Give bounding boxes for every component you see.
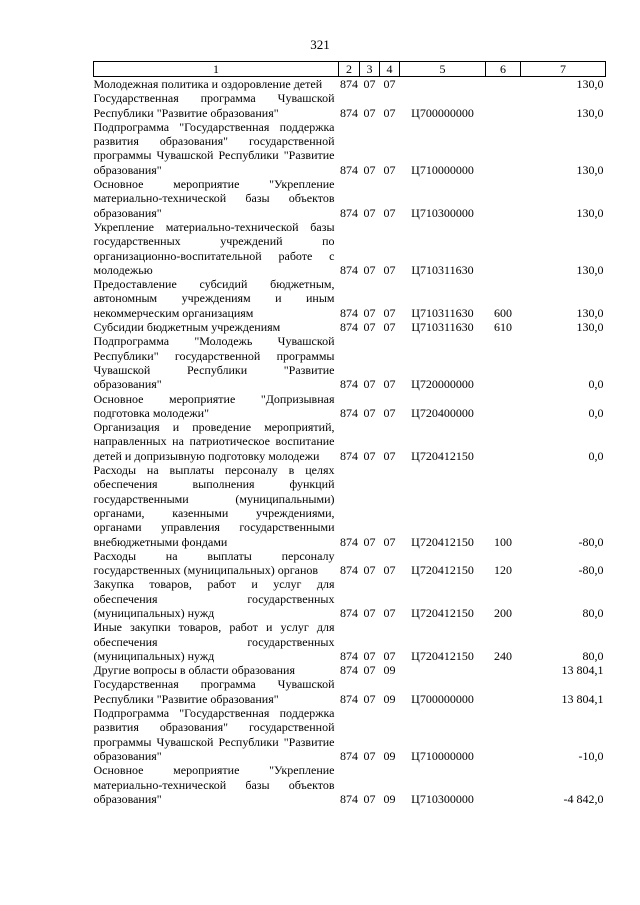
cell-ministry-code: 874	[340, 791, 358, 806]
cell-expense-type	[486, 77, 521, 92]
cell-amount: -4 842,0	[563, 791, 604, 806]
table-row	[94, 663, 606, 677]
cell-name: Подпрограмма "Государственная поддержка развития образования" государственной программы Чувашской Республики "Развитие образования"	[93, 706, 335, 763]
cell-section: 07	[363, 320, 376, 335]
table-body	[94, 77, 606, 807]
table-row	[94, 177, 606, 220]
cell-amount: 130,0	[576, 205, 604, 220]
table-row	[94, 677, 606, 706]
cell-subsection: 07	[383, 105, 396, 120]
cell-name: Подпрограмма "Молодежь Чувашской Республики" государственной программы Чувашской Республики "Развитие образования"	[93, 334, 335, 392]
cell-name: Подпрограмма "Государственная поддержка развития образования" государственной программы Чувашской Республики "Развитие образования"	[93, 119, 335, 177]
cell-subsection: 07	[383, 262, 396, 277]
table-row	[94, 706, 606, 763]
table-row	[94, 91, 606, 120]
cell-ministry-code: 874	[340, 320, 358, 335]
cell-target-article: Ц720412150	[411, 605, 474, 620]
column-header-7: 7	[521, 62, 606, 77]
cell-expense-type	[486, 220, 521, 277]
cell-subsection: 09	[383, 663, 396, 678]
cell-section: 07	[363, 77, 376, 91]
cell-expense-type: 600	[494, 305, 512, 320]
cell-amount: 130,0	[576, 105, 604, 120]
page-number: 321	[310, 37, 330, 52]
cell-name: Расходы на выплаты персоналу в целях обеспечения выполнения функций государственными (муниципальными) органами, казенными учреждениями, органами управления государственными внебюджетными фондами	[93, 463, 335, 549]
table-row	[94, 120, 606, 177]
table-row	[94, 334, 606, 391]
column-header-2: 2	[339, 62, 360, 77]
table-header-row	[94, 62, 606, 77]
cell-ministry-code: 874	[340, 448, 358, 463]
cell-expense-type: 100	[494, 534, 512, 549]
cell-target-article: Ц710311630	[411, 320, 474, 335]
cell-amount: -80,0	[578, 563, 604, 578]
cell-section: 07	[363, 448, 376, 463]
cell-amount: 130,0	[576, 162, 604, 177]
cell-section: 07	[363, 563, 376, 578]
table-row	[94, 463, 606, 549]
cell-section: 07	[363, 205, 376, 220]
cell-subsection: 07	[383, 405, 396, 420]
cell-name: Расходы на выплаты персоналу государственных (муниципальных) органов	[93, 548, 335, 578]
column-header-3: 3	[360, 62, 380, 77]
cell-target-article: Ц720000000	[411, 377, 474, 392]
cell-ministry-code: 874	[340, 534, 358, 549]
cell-subsection: 07	[383, 320, 396, 335]
cell-subsection: 07	[383, 77, 396, 91]
cell-section: 07	[363, 377, 376, 392]
cell-ministry-code: 874	[340, 105, 358, 120]
cell-expense-type: 240	[494, 648, 512, 663]
cell-name: Молодежная политика и оздоровление детей	[93, 77, 323, 91]
cell-amount: 130,0	[576, 262, 604, 277]
cell-target-article: Ц720412150	[411, 448, 474, 463]
cell-expense-type	[486, 392, 521, 421]
cell-target-article: Ц720400000	[411, 405, 474, 420]
cell-target-article	[400, 77, 486, 92]
cell-ministry-code: 874	[340, 405, 358, 420]
cell-section: 07	[363, 791, 376, 806]
table-row	[94, 277, 606, 320]
cell-name: Иные закупки товаров, работ и услуг для обеспечения государственных (муниципальных) нужд	[93, 620, 335, 663]
budget-table	[93, 61, 606, 806]
cell-ministry-code: 874	[340, 205, 358, 220]
cell-name: Укрепление материально-технической базы государственных учреждений по организационно-воспитательной работе с молодежью	[93, 219, 335, 277]
cell-ministry-code: 874	[340, 691, 358, 706]
cell-ministry-code: 874	[340, 77, 358, 91]
cell-subsection: 07	[383, 305, 396, 320]
cell-name: Государственная программа Чувашской Республики "Развитие образования"	[93, 91, 335, 120]
cell-target-article: Ц710311630	[411, 305, 474, 320]
cell-expense-type: 200	[494, 605, 512, 620]
cell-ministry-code: 874	[340, 748, 358, 763]
cell-ministry-code: 874	[340, 663, 358, 678]
cell-subsection: 07	[383, 563, 396, 578]
cell-name: Основное мероприятие "Укрепление материально-технической базы объектов образования"	[93, 763, 335, 806]
cell-section: 07	[363, 663, 376, 678]
cell-ministry-code: 874	[340, 648, 358, 663]
cell-ministry-code: 874	[340, 162, 358, 177]
table-row	[94, 320, 606, 334]
cell-target-article: Ц700000000	[411, 105, 474, 120]
cell-amount: 130,0	[576, 77, 604, 91]
cell-expense-type	[486, 763, 521, 806]
cell-subsection: 07	[383, 648, 396, 663]
cell-target-article: Ц720412150	[411, 648, 474, 663]
cell-expense-type: 120	[494, 563, 512, 578]
cell-subsection: 07	[383, 605, 396, 620]
cell-amount: 13 804,1	[561, 691, 604, 706]
cell-amount: 0,0	[588, 405, 604, 420]
cell-target-article: Ц710300000	[411, 205, 474, 220]
cell-amount: 0,0	[588, 448, 604, 463]
cell-target-article: Ц710300000	[411, 791, 474, 806]
cell-amount: 0,0	[588, 377, 604, 392]
cell-ministry-code: 874	[340, 605, 358, 620]
cell-subsection: 07	[383, 448, 396, 463]
cell-expense-type	[486, 334, 521, 391]
cell-expense-type	[486, 177, 521, 220]
table-row	[94, 577, 606, 620]
table-row	[94, 420, 606, 463]
cell-section: 07	[363, 405, 376, 420]
column-header-4: 4	[380, 62, 400, 77]
cell-expense-type	[486, 420, 521, 463]
table-row	[94, 77, 606, 92]
table-row	[94, 763, 606, 806]
cell-name: Основное мероприятие "Допризывная подготовка молодежи"	[93, 391, 335, 420]
cell-ministry-code: 874	[340, 305, 358, 320]
cell-ministry-code: 874	[340, 262, 358, 277]
cell-name: Субсидии бюджетным учреждениям	[93, 320, 281, 335]
cell-section: 07	[363, 648, 376, 663]
cell-subsection: 07	[383, 377, 396, 392]
cell-expense-type	[486, 677, 521, 706]
cell-subsection: 07	[383, 205, 396, 220]
cell-subsection: 07	[383, 162, 396, 177]
cell-name: Организация и проведение мероприятий, направленных на патриотическое воспитание детей и допризывную подготовку молодежи	[93, 420, 335, 463]
cell-name: Закупка товаров, работ и услуг для обеспечения государственных (муниципальных) нужд	[93, 577, 335, 620]
table-row	[94, 620, 606, 663]
cell-section: 07	[363, 605, 376, 620]
column-header-6: 6	[486, 62, 521, 77]
cell-expense-type	[486, 663, 521, 677]
cell-name: Предоставление субсидий бюджетным, автономным учреждениям и иным некоммерческим организациям	[93, 277, 335, 320]
cell-section: 07	[363, 262, 376, 277]
cell-section: 07	[363, 305, 376, 320]
cell-expense-type	[486, 120, 521, 177]
cell-target-article	[400, 663, 486, 677]
cell-target-article: Ц700000000	[411, 691, 474, 706]
cell-section: 07	[363, 105, 376, 120]
cell-amount: -10,0	[578, 748, 604, 763]
cell-amount: -80,0	[578, 534, 604, 549]
cell-expense-type	[486, 91, 521, 120]
cell-subsection: 09	[383, 791, 396, 806]
table-row	[94, 220, 606, 277]
cell-target-article: Ц710000000	[411, 162, 474, 177]
cell-amount: 130,0	[576, 320, 604, 335]
cell-ministry-code: 874	[340, 563, 358, 578]
cell-amount: 13 804,1	[561, 663, 604, 678]
cell-target-article: Ц710311630	[411, 262, 474, 277]
table-row	[94, 549, 606, 578]
cell-section: 07	[363, 691, 376, 706]
cell-target-article: Ц710000000	[411, 748, 474, 763]
cell-subsection: 09	[383, 748, 396, 763]
cell-section: 07	[363, 534, 376, 549]
cell-name: Государственная программа Чувашской Республики "Развитие образования"	[93, 677, 335, 706]
cell-section: 07	[363, 748, 376, 763]
cell-subsection: 09	[383, 691, 396, 706]
cell-expense-type: 610	[494, 320, 512, 335]
cell-expense-type	[486, 706, 521, 763]
cell-ministry-code: 874	[340, 377, 358, 392]
cell-amount: 80,0	[582, 605, 604, 620]
cell-target-article: Ц720412150	[411, 563, 474, 578]
column-header-1: 1	[94, 62, 339, 77]
cell-amount: 130,0	[576, 305, 604, 320]
cell-name: Основное мероприятие "Укрепление материально-технической базы объектов образования"	[93, 177, 335, 220]
table-row	[94, 392, 606, 421]
cell-target-article: Ц720412150	[411, 534, 474, 549]
cell-amount: 80,0	[582, 648, 604, 663]
column-header-5: 5	[400, 62, 486, 77]
cell-name: Другие вопросы в области образования	[93, 663, 295, 678]
cell-section: 07	[363, 162, 376, 177]
cell-subsection: 07	[383, 534, 396, 549]
